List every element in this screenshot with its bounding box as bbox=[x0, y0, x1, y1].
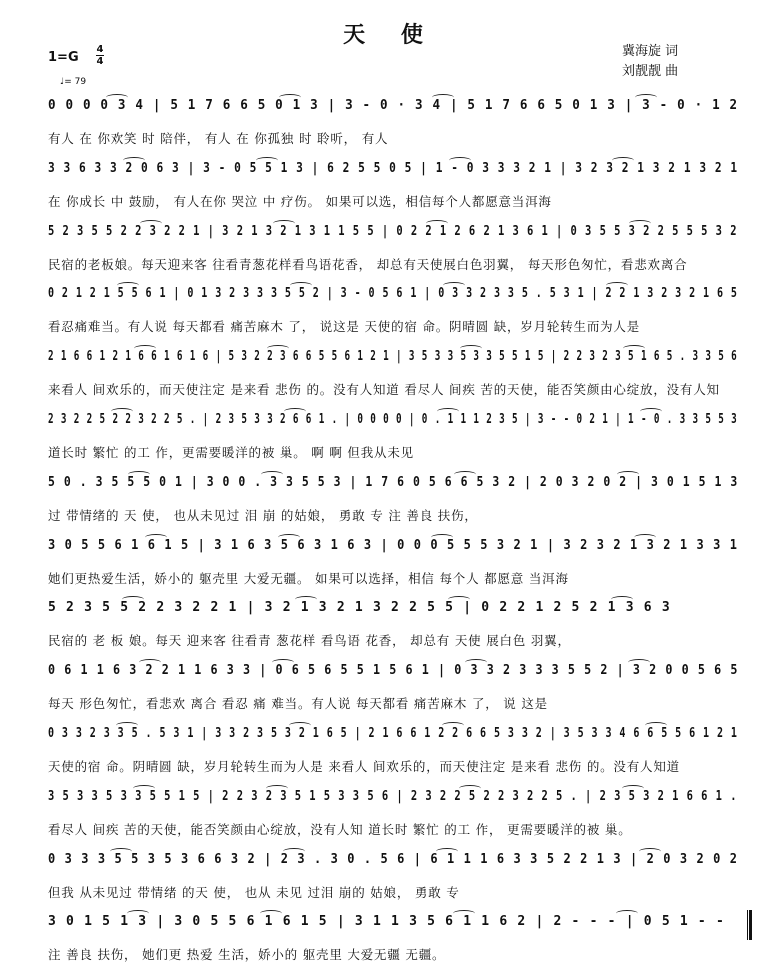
lyric-line: 民宿的老板娘。每天迎来客 往看青葱花样看鸟语花香， 却总有天使展白色羽翼， 每天形色匆忙，看悲欢离合 bbox=[48, 256, 688, 272]
slur-mark bbox=[629, 220, 651, 227]
score-row bbox=[46, 534, 742, 598]
slur-mark bbox=[123, 157, 145, 164]
time-signature-top: 4 bbox=[96, 44, 104, 55]
slur-mark bbox=[426, 220, 448, 227]
slur-mark bbox=[273, 220, 295, 227]
lyric-line: 道长时 繁忙 的工 作，更需要暖洋的被 巢。 啊 啊 但我从未见 bbox=[48, 445, 414, 460]
lyric-line: 在 你成长 中 鼓励， 有人在你 哭泣 中 疗伤。 如果可以选，相信每个人都愿意当洱海 bbox=[48, 193, 552, 209]
slur-mark bbox=[453, 910, 475, 917]
slur-mark bbox=[459, 785, 481, 792]
lyric-line: 天使的宿 命。阴晴圆 缺，岁月轮转生而为人是 来看人 间欢乐的，而天使注定 是来看 悲伤 的。没有人知道 bbox=[48, 759, 680, 774]
slur-mark bbox=[635, 94, 657, 101]
staff-line bbox=[46, 471, 742, 505]
slur-mark bbox=[295, 596, 317, 603]
score-row bbox=[46, 471, 742, 535]
notation-line: 5 0 . 3 5 5 5 0 1 | 3 0 0 . 3 3 5 5 3 | 1 7 6 0 5 6 6 5 3 2 | 2 0 3 2 0 2 | 3 0 1 5 1 3 bbox=[48, 474, 739, 490]
lyric-line: 看尽人 间疾 苦的天使，能否笑颜由心绽放，没有人知 道长时 繁忙 的工 作， 更需要暖洋的被 巢。 bbox=[48, 821, 632, 837]
notation-line: 2 3 2 2 5 2 2 3 2 2 5 . | 2 3 5 3 3 2 6 6 1 . | 0 0 0 0 | 0 . 1 1 1 2 3 5 | 3 - - 0 2 1 | 1 - 0 . 3 3 5 5 3 bbox=[48, 412, 738, 427]
final-barline-thick bbox=[749, 910, 752, 940]
slur-mark bbox=[279, 94, 301, 101]
slur-mark bbox=[448, 596, 470, 603]
staff-line bbox=[46, 157, 742, 191]
slur-mark bbox=[443, 282, 465, 289]
staff-line bbox=[46, 596, 742, 630]
slur-mark bbox=[617, 471, 639, 478]
composer-credit: 刘靓靓 曲 bbox=[622, 64, 679, 79]
staff-line bbox=[46, 94, 742, 128]
slur-mark bbox=[436, 848, 458, 855]
notation-line: 0 0 0 0 3 4 | 5 1 7 6 6 5 0 1 3 | 3 - 0 · 3 4 | 5 1 7 6 6 5 0 1 3 | 3 - 0 · 1 2 bbox=[48, 98, 739, 113]
score-row bbox=[46, 282, 742, 346]
score-row bbox=[46, 94, 742, 158]
notation-line: 3 0 5 5 6 1 6 1 5 | 3 1 6 3 5 6 3 1 6 3 | 0 0 0 5 5 5 3 2 1 | 3 2 3 2 1 3 2 1 3 3 1 bbox=[48, 537, 739, 553]
slur-mark bbox=[110, 848, 132, 855]
score-row bbox=[46, 785, 742, 849]
slur-mark bbox=[612, 157, 634, 164]
notation-line: 3 3 6 3 3 2 0 6 3 | 3 - 0 5 5 1 3 | 6 2 5 5 0 5 | 1 - 0 3 3 3 2 1 | 3 2 3 2 1 3 2 1 3 2 1 bbox=[48, 160, 739, 176]
score-row bbox=[46, 220, 742, 284]
slur-mark bbox=[639, 848, 661, 855]
slur-mark bbox=[289, 722, 311, 729]
notation-line: 0 3 3 3 5 5 3 5 3 6 6 3 2 | 2 3 . 3 0 . 5 6 | 6 1 1 1 6 3 3 5 2 2 1 3 | 2 0 3 2 0 2 bbox=[48, 851, 739, 867]
notation-line: 5 2 3 5 5 2 2 3 2 2 1 | 3 2 1 3 2 1 3 2 2 5 5 | 0 2 2 1 2 5 2 1 3 6 3 bbox=[48, 600, 671, 616]
slur-mark bbox=[606, 282, 628, 289]
slur-mark bbox=[267, 345, 289, 352]
slur-mark bbox=[628, 659, 650, 666]
slur-mark bbox=[256, 157, 278, 164]
slur-mark bbox=[117, 282, 139, 289]
score-row bbox=[46, 848, 742, 912]
score-row bbox=[46, 408, 742, 472]
slur-mark bbox=[622, 785, 644, 792]
notation-line: 3 0 1 5 1 3 | 3 0 5 5 6 1 6 1 5 | 3 1 1 3 5 6 1 1 6 2 | 2 - - - | 0 5 1 - - bbox=[48, 914, 725, 930]
key-signature: 1=G bbox=[48, 50, 79, 65]
slur-mark bbox=[284, 408, 306, 415]
slur-mark bbox=[106, 94, 128, 101]
slur-mark bbox=[640, 408, 662, 415]
staff-line bbox=[46, 220, 742, 254]
slur-mark bbox=[127, 910, 149, 917]
slur-mark bbox=[645, 722, 667, 729]
slur-mark bbox=[139, 659, 161, 666]
slur-mark bbox=[432, 94, 454, 101]
slur-mark bbox=[634, 534, 656, 541]
slur-mark bbox=[454, 471, 476, 478]
staff-line bbox=[46, 534, 742, 568]
slur-mark bbox=[460, 345, 482, 352]
slur-mark bbox=[465, 659, 487, 666]
slur-mark bbox=[116, 722, 138, 729]
slur-mark bbox=[133, 785, 155, 792]
slur-mark bbox=[623, 345, 645, 352]
notation-line: 3 5 3 3 5 3 3 5 5 1 5 | 2 2 3 2 3 5 1 5 3 3 5 6 | 2 3 2 2 5 2 2 3 2 2 5 . | 2 3 5 3 2 1 6 6 1 . bbox=[48, 788, 738, 804]
score-row bbox=[46, 345, 742, 409]
slur-mark bbox=[272, 659, 294, 666]
slur-mark bbox=[611, 596, 633, 603]
slur-mark bbox=[431, 534, 453, 541]
staff-line bbox=[46, 722, 742, 756]
slur-mark bbox=[442, 722, 464, 729]
slur-mark bbox=[290, 282, 312, 289]
staff-line bbox=[46, 408, 742, 442]
slur-mark bbox=[616, 910, 638, 917]
slur-mark bbox=[128, 471, 150, 478]
song-title: 天 使 bbox=[343, 23, 437, 48]
slur-mark bbox=[266, 785, 288, 792]
staff-line bbox=[46, 282, 742, 316]
lyric-line: 注 善良 扶伤， 她们更 热爱 生活，娇小的 躯壳里 大爱无疆 无疆。 bbox=[48, 947, 446, 963]
notation-line: 2 1 6 6 1 2 1 6 6 1 6 1 6 | 5 3 2 2 3 6 6 5 5 6 1 2 1 | 3 5 3 3 5 3 3 5 5 1 5 | 2 2 3 2 3 5 1 6 5 . 3 3 5 6 bbox=[48, 349, 738, 365]
lyric-line: 有人 在 你欢笑 时 陪伴， 有人 在 你孤独 时 聆听， 有人 bbox=[48, 131, 389, 146]
slur-mark bbox=[122, 596, 144, 603]
slur-mark bbox=[278, 534, 300, 541]
slur-mark bbox=[283, 848, 305, 855]
time-signature-bottom: 4 bbox=[96, 56, 104, 67]
lyric-line: 但我 从未见过 带情绪 的天 使， 也从 未见 过泪 崩的 姑娘， 勇敢 专 bbox=[48, 884, 460, 900]
notation-line: 0 3 3 2 3 3 5 . 5 3 1 | 3 3 2 3 5 3 2 1 6 5 | 2 1 6 6 1 2 2 6 6 5 3 3 2 | 3 5 3 3 4 6 6 5 5 6 1 2 1 bbox=[48, 726, 738, 741]
staff-line bbox=[46, 345, 742, 379]
lyric-line: 每天 形色匆忙，看悲欢 离合 看忍 痛 难当。有人说 每天都看 痛苦麻木 了， 说 这是 bbox=[48, 696, 548, 712]
slur-mark bbox=[111, 408, 133, 415]
slur-mark bbox=[449, 157, 471, 164]
time-signature bbox=[96, 44, 104, 67]
staff-line bbox=[46, 848, 742, 882]
score-row bbox=[46, 596, 742, 660]
score-row bbox=[46, 910, 742, 974]
tempo-marking: ♩= 79 bbox=[60, 77, 87, 87]
slur-mark bbox=[145, 534, 167, 541]
score-row bbox=[46, 157, 742, 221]
staff-line bbox=[46, 910, 742, 944]
notation-line: 5 2 3 5 5 2 2 3 2 2 1 | 3 2 1 3 2 1 3 1 1 5 5 | 0 2 2 1 2 6 2 1 3 6 1 | 0 3 5 5 3 2 2 5 5 5 3 2 bbox=[48, 223, 738, 239]
slur-mark bbox=[437, 408, 459, 415]
lyric-line: 民宿的 老 板 娘。每天 迎来客 往看青 葱花样 看鸟语 花香， 却总有 天使 展白色 羽翼， bbox=[48, 633, 571, 649]
lyricist-credit: 冀海旋 词 bbox=[622, 44, 679, 59]
staff-line bbox=[46, 785, 742, 819]
slur-mark bbox=[134, 345, 156, 352]
final-barline-thin bbox=[747, 910, 748, 940]
score-row bbox=[46, 659, 742, 723]
staff-line bbox=[46, 659, 742, 693]
lyric-line: 她们更热爱生活，娇小的 躯壳里 大爱无疆。 如果可以选择，相信 每个人 都愿意 当洱海 bbox=[48, 570, 569, 586]
lyric-line: 来看人 间欢乐的，而天使注定 是来看 悲伤 的。没有人知道 看尽人 间疾 苦的天使，能否笑颜由心绽放，没有人知 bbox=[48, 382, 720, 398]
lyric-line: 看忍痛难当。有人说 每天都看 痛苦麻木 了， 说这是 天使的宿 命。阴晴圆 缺，岁月轮转生而为人是 bbox=[48, 319, 641, 335]
notation-line: 0 2 1 2 1 5 5 6 1 | 0 1 3 2 3 3 3 5 5 2 | 3 - 0 5 6 1 | 0 3 3 2 3 3 5 . 5 3 1 | 2 2 1 3 2 3 2 1 6 5 bbox=[48, 286, 738, 302]
lyric-line: 过 带情绪的 天 使， 也从未见过 泪 崩 的姑娘， 勇敢 专 注 善良 扶伤， bbox=[48, 507, 478, 523]
notation-line: 0 6 1 1 6 3 2 2 1 1 6 3 3 | 0 6 5 6 5 5 1 5 6 1 | 0 3 3 2 3 3 3 5 5 2 | 3 2 0 0 5 6 5 bbox=[48, 663, 739, 679]
slur-mark bbox=[260, 910, 282, 917]
slur-mark bbox=[261, 471, 283, 478]
slur-mark bbox=[140, 220, 162, 227]
score-row bbox=[46, 722, 742, 786]
